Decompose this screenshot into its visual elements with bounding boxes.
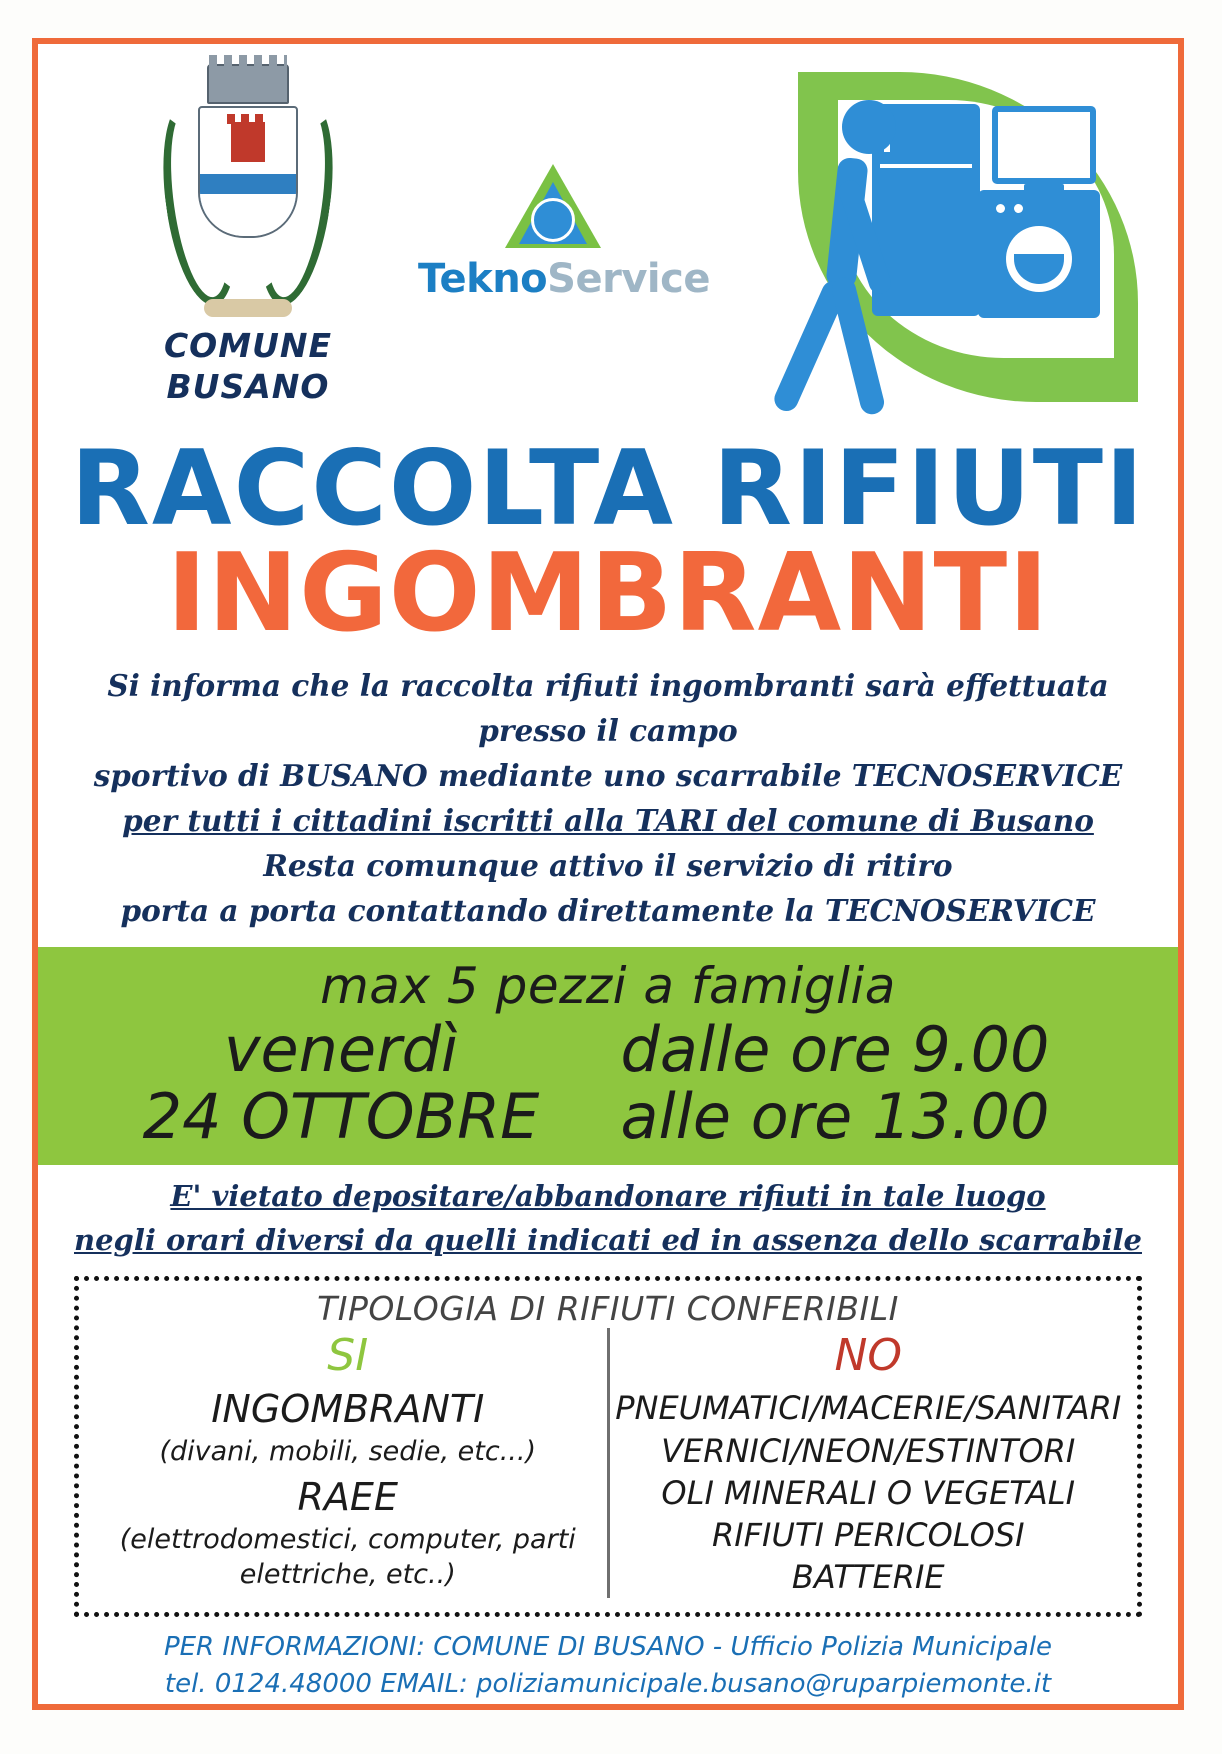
accepted-item-1-main: INGOMBRANTI (211, 1387, 485, 1432)
waste-types-title: TIPOLOGIA DI RIFIUTI CONFERIBILI (317, 1289, 899, 1329)
contact-footer (38, 1629, 1178, 1702)
teknoservice-logo (418, 164, 710, 302)
time-column (585, 1013, 1085, 1154)
rejected-item-3: OLI MINERALI O VEGETALI (661, 1473, 1076, 1512)
person-head (842, 100, 896, 154)
poster-header (38, 44, 1178, 444)
intro-paragraph (74, 664, 1142, 933)
title-line-2: INGOMBRANTI (166, 531, 1050, 656)
date-time-grid (38, 1013, 1178, 1154)
time-from-text: dalle ore 9.00 (620, 1013, 1050, 1087)
date-column (131, 1013, 551, 1154)
washing-machine-icon (978, 190, 1100, 318)
max-pieces-text: max 5 pezzi a famiglia (320, 957, 896, 1016)
teknoservice-wordmark (418, 256, 710, 302)
no-label: NO (834, 1330, 903, 1382)
intro-line-5: porta a porta contattando direttamente la TECNOSERVICE (120, 892, 1096, 928)
waste-types-box (74, 1276, 1142, 1617)
accepted-column (89, 1328, 607, 1598)
poster-title-block (38, 429, 1178, 656)
comune-crest-block (133, 64, 363, 408)
rejected-column (607, 1328, 1128, 1598)
rejected-item-1: PNEUMATICI/MACERIE/SANITARI (615, 1389, 1122, 1428)
rejected-item-2: VERNICI/NEON/ESTINTORI (661, 1431, 1076, 1470)
date-text: 24 OTTOBRE (142, 1080, 540, 1154)
poster (32, 38, 1184, 1710)
weekday-text: venerdì (223, 1013, 459, 1087)
warning-line-1: E' vietato depositare/abbandonare rifiuti in tale luogo (170, 1179, 1046, 1214)
footer-line-2: tel. 0124.48000 EMAIL: poliziamunicipale.busano@ruparpiemonte.it (164, 1668, 1052, 1699)
rejected-item-5: BATTERIE (791, 1558, 945, 1597)
crown-icon (207, 64, 289, 104)
date-band (38, 947, 1178, 1165)
intro-line-1: Si informa che la raccolta rifiuti ingombranti sarà effettuata presso il campo (107, 668, 1109, 749)
footer-line-1: PER INFORMAZIONI: COMUNE DI BUSANO - Ufficio Polizia Municipale (163, 1632, 1053, 1663)
accepted-item-1-sub: (divani, mobili, sedie, etc...) (159, 1436, 537, 1468)
washer-knob (996, 204, 1005, 213)
comune-name (133, 325, 363, 408)
comune-label-line2: BUSANO (166, 367, 330, 407)
ribbon-icon (204, 299, 292, 317)
globe-icon (531, 198, 575, 242)
coat-of-arms-icon (158, 64, 338, 319)
washer-door (1006, 226, 1072, 292)
teknoservice-word-service: Service (547, 256, 710, 302)
rejected-list (610, 1387, 1128, 1598)
time-to-text: alle ore 13.00 (620, 1080, 1050, 1154)
comune-label-line1: COMUNE (163, 326, 333, 365)
teknoservice-mark-icon (505, 164, 601, 250)
tower-icon (231, 122, 265, 162)
warning-text (68, 1175, 1148, 1262)
bulky-waste-illustration (718, 62, 1148, 432)
monitor-icon (992, 106, 1096, 184)
intro-line-4: Resta comunque attivo il servizio di ritiro (263, 847, 953, 883)
rejected-item-4: RIFIUTI PERICOLOSI (711, 1515, 1025, 1554)
title-line-1: RACCOLTA RIFIUTI (70, 429, 1146, 549)
yes-no-row (89, 1328, 1127, 1598)
intro-line-3: per tutti i cittadini iscritti alla TARI del comune di Busano (122, 802, 1094, 838)
shield-icon (198, 106, 298, 238)
shield-hill (200, 194, 296, 236)
accepted-item-2-sub: (elettrodomestici, computer, parti elettriche, etc..) (119, 1524, 576, 1591)
yes-label: SI (327, 1330, 369, 1382)
person-leg-front (829, 275, 886, 417)
warning-line-2: negli orari diversi da quelli indicati ed in assenza dello scarrabile (74, 1222, 1142, 1257)
intro-line-2: sportivo di BUSANO mediante uno scarrabile TECNOSERVICE (93, 758, 1123, 794)
teknoservice-word-tekno: Tekno (418, 256, 548, 302)
accepted-item-2-main: RAEE (297, 1475, 398, 1520)
person-carrying-icon (746, 100, 946, 430)
